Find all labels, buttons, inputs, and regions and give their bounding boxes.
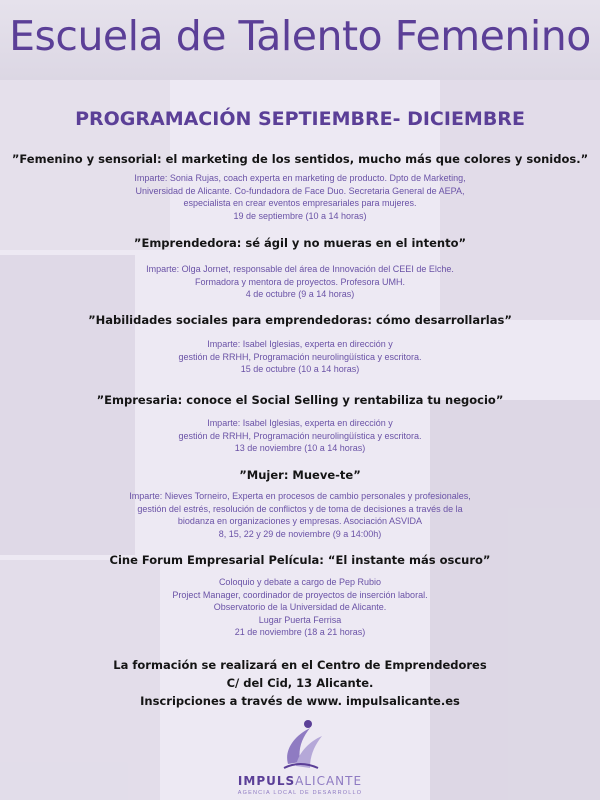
event-date: 8, 15, 22 y 29 de noviembre (9 a 14:00h): [218, 528, 382, 539]
event-detail-line: Imparte: Sonia Rujas, coach experta en marketing de producto. Dpto de Marketing,: [134, 173, 466, 183]
event-detail-line: Formadora y mentora de proyectos. Profesora UMH.: [194, 276, 406, 287]
event-details: [0, 338, 600, 376]
footer-info: [0, 656, 600, 710]
event-detail-line: Lugar Puerta Ferrisa: [258, 614, 342, 625]
event-title: ”Habilidades sociales para emprendedoras: cómo desarrollarlas”: [88, 313, 512, 327]
event-detail-line: especialista en crear eventos empresariales para mujeres.: [183, 198, 417, 208]
event-details: [0, 417, 600, 455]
event-detail-line: Imparte: Olga Jornet, responsable del área de Innovación del CEEI de Elche.: [146, 264, 454, 274]
event-title: ”Emprendedora: sé ágil y no mueras en el intento”: [133, 236, 467, 250]
program-title: PROGRAMACIÓN SEPTIEMBRE- DICIEMBRE: [75, 108, 525, 130]
event-title: ”Mujer: Mueve-te”: [239, 468, 361, 482]
event-date: 13 de noviembre (10 a 14 horas): [234, 443, 366, 453]
event-date: 15 de octubre (10 a 14 horas): [240, 364, 360, 374]
event-detail-line: Imparte: Nieves Torneiro, Experta en procesos de cambio personales y profesionales,: [129, 491, 471, 501]
footer-location: La formación se realizará en el Centro de Emprendedores: [113, 658, 487, 672]
event-details: [0, 172, 600, 222]
event-detail-line: Project Manager, coordinador de proyectos de inserción laboral.: [172, 589, 428, 600]
event-title: ”Femenino y sensorial: el marketing de los sentidos, mucho más que colores y sonidos.”: [11, 152, 589, 166]
event-detail-line: Coloquio y debate a cargo de Pep Rubio: [218, 577, 382, 587]
logo-subtitle: AGENCIA LOCAL DE DESARROLLO: [237, 790, 363, 796]
footer-registration: Inscripciones a través de www. impulsalicante.es: [140, 694, 460, 708]
impulsalicante-logo: [218, 714, 382, 798]
event-date: 19 de septiembre (10 a 14 horas): [233, 210, 367, 221]
logo-text-light: ALICANTE: [295, 774, 363, 788]
logo-text-bold: IMPULS: [237, 774, 296, 788]
page-title: Escuela de Talento Femenino: [9, 12, 591, 60]
event-date: 4 de octubre (9 a 14 horas): [245, 289, 355, 299]
event-details: [0, 263, 600, 301]
event-details: [0, 576, 600, 639]
event-detail-line: biodanza en organizaciones y empresas. Asociación ASVIDA: [177, 516, 423, 526]
event-detail-line: gestión de RRHH, Programación neurolingüística y escritora.: [178, 430, 422, 441]
event-detail-line: Imparte: Isabel Iglesias, experta en dirección y: [207, 418, 393, 428]
event-detail-line: Observatorio de la Universidad de Alicante.: [213, 602, 387, 612]
event-title: ”Empresaria: conoce el Social Selling y rentabiliza tu negocio”: [96, 393, 504, 407]
event-detail-line: Imparte: Isabel Iglesias, experta en dirección y: [207, 339, 393, 349]
event-detail-line: gestión de RRHH, Programación neurolingüística y escritora.: [178, 351, 422, 362]
event-date: 21 de noviembre (18 a 21 horas): [234, 627, 366, 637]
header-banner: [0, 0, 600, 80]
event-detail-line: gestión del estrés, resolución de conflictos y de toma de decisiones a través de la: [137, 503, 463, 514]
event-details: [0, 490, 600, 540]
footer-address: C/ del Cid, 13 Alicante.: [226, 676, 374, 690]
event-detail-line: Universidad de Alicante. Co-fundadora de Face Duo. Secretaria General de AEPA,: [135, 185, 465, 196]
event-title: Cine Forum Empresarial Película: “El instante más oscuro”: [109, 553, 491, 567]
logo-wordmark: [218, 774, 382, 788]
logo-icon: [218, 714, 382, 774]
